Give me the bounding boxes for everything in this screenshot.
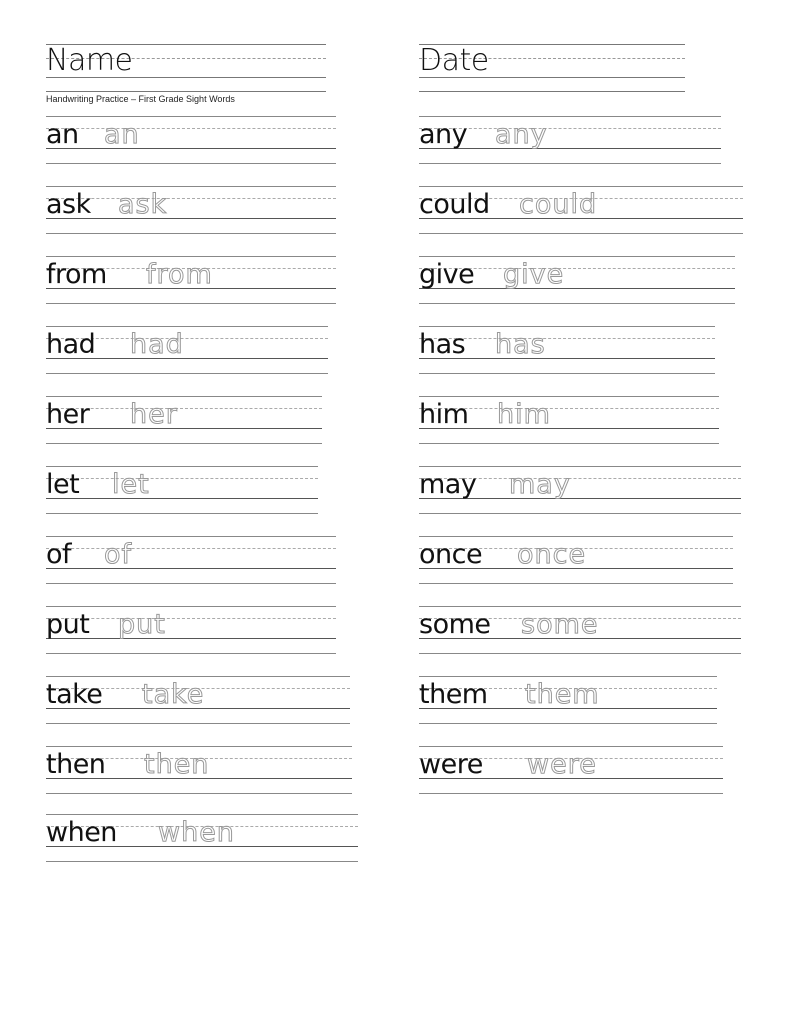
row-bottom-line [46, 793, 352, 794]
sight-word: them [419, 679, 488, 710]
trace-word: may [509, 469, 571, 500]
sight-word: let [46, 469, 80, 500]
row-bottom-line [419, 163, 721, 164]
trace-word: then [144, 749, 210, 780]
row-mid-line [46, 618, 336, 619]
row-top-line [419, 396, 719, 397]
row-bottom-line [46, 723, 350, 724]
practice-row-give[interactable] [419, 256, 735, 304]
row-top-line [419, 606, 741, 607]
row-bottom-line [46, 233, 336, 234]
sight-word: from [46, 259, 107, 290]
trace-word: give [503, 259, 565, 290]
row-top-line [419, 256, 735, 257]
sight-word: may [419, 469, 477, 500]
sight-word: were [419, 749, 483, 780]
trace-word: from [146, 259, 213, 290]
date-bottom-line [419, 91, 685, 92]
practice-row-of[interactable] [46, 536, 336, 584]
row-bottom-line [419, 583, 733, 584]
sight-word: has [419, 329, 466, 360]
name-field[interactable] [46, 44, 326, 92]
row-top-line [46, 536, 336, 537]
trace-word: them [525, 679, 600, 710]
trace-word: when [158, 817, 235, 848]
trace-word: ask [118, 189, 168, 220]
sight-word: put [46, 609, 90, 640]
row-top-line [46, 676, 350, 677]
sight-word: give [419, 259, 475, 290]
row-bottom-line [46, 583, 336, 584]
trace-word: him [497, 399, 551, 430]
row-top-line [46, 466, 318, 467]
date-label: Date [419, 43, 489, 78]
row-top-line [46, 746, 352, 747]
row-bottom-line [419, 303, 735, 304]
row-bottom-line [46, 861, 358, 862]
practice-row-has[interactable] [419, 326, 715, 374]
practice-row-from[interactable] [46, 256, 336, 304]
trace-word: take [142, 679, 205, 710]
row-top-line [46, 186, 336, 187]
sight-word: could [419, 189, 490, 220]
practice-row-him[interactable] [419, 396, 719, 444]
trace-word: any [495, 119, 548, 150]
row-bottom-line [46, 653, 336, 654]
row-base-line [46, 638, 336, 639]
row-mid-line [46, 128, 336, 129]
trace-word: had [130, 329, 184, 360]
practice-row-could[interactable] [419, 186, 743, 234]
row-mid-line [46, 548, 336, 549]
practice-row-any[interactable] [419, 116, 721, 164]
sight-word: him [419, 399, 469, 430]
sight-word: of [46, 539, 72, 570]
row-top-line [419, 326, 715, 327]
trace-word: could [519, 189, 598, 220]
sight-word: when [46, 817, 117, 848]
practice-row-let[interactable] [46, 466, 318, 514]
practice-row-were[interactable] [419, 746, 723, 794]
practice-row-put[interactable] [46, 606, 336, 654]
sight-word: her [46, 399, 90, 430]
trace-word: once [517, 539, 587, 570]
trace-word: were [527, 749, 597, 780]
row-bottom-line [46, 443, 322, 444]
trace-word: let [112, 469, 150, 500]
sight-word: ask [46, 189, 91, 220]
trace-word: of [104, 539, 133, 570]
trace-word: some [521, 609, 599, 640]
practice-row-her[interactable] [46, 396, 322, 444]
row-bottom-line [46, 513, 318, 514]
practice-row-them[interactable] [419, 676, 717, 724]
row-top-line [46, 326, 328, 327]
row-top-line [46, 256, 336, 257]
row-bottom-line [46, 303, 336, 304]
trace-word: her [130, 399, 178, 430]
row-bottom-line [419, 443, 719, 444]
sight-word: an [46, 119, 79, 150]
row-base-line [46, 498, 318, 499]
row-bottom-line [419, 513, 741, 514]
row-top-line [46, 116, 336, 117]
name-bottom-line [46, 91, 326, 92]
row-bottom-line [46, 373, 328, 374]
row-top-line [419, 116, 721, 117]
practice-row-when[interactable] [46, 814, 358, 862]
row-top-line [419, 746, 723, 747]
date-field[interactable] [419, 44, 685, 92]
row-top-line [46, 606, 336, 607]
row-base-line [46, 568, 336, 569]
row-bottom-line [419, 233, 743, 234]
row-bottom-line [419, 793, 723, 794]
worksheet-subtitle: Handwriting Practice – First Grade Sight Words [46, 94, 235, 104]
row-top-line [419, 186, 743, 187]
row-bottom-line [419, 653, 741, 654]
practice-row-may[interactable] [419, 466, 741, 514]
practice-row-once[interactable] [419, 536, 733, 584]
practice-row-ask[interactable] [46, 186, 336, 234]
practice-row-an[interactable] [46, 116, 336, 164]
trace-word: an [104, 119, 140, 150]
trace-word: put [118, 609, 166, 640]
sight-word: once [419, 539, 483, 570]
practice-row-take[interactable] [46, 676, 350, 724]
row-bottom-line [419, 723, 717, 724]
sight-word: any [419, 119, 468, 150]
row-top-line [419, 536, 733, 537]
row-top-line [419, 466, 741, 467]
practice-row-then[interactable] [46, 746, 352, 794]
row-top-line [46, 814, 358, 815]
sight-word: then [46, 749, 106, 780]
trace-word: has [495, 329, 546, 360]
row-base-line [46, 148, 336, 149]
row-bottom-line [46, 163, 336, 164]
row-top-line [46, 396, 322, 397]
practice-row-some[interactable] [419, 606, 741, 654]
sight-word: some [419, 609, 491, 640]
row-bottom-line [419, 373, 715, 374]
practice-row-had[interactable] [46, 326, 328, 374]
sight-word: had [46, 329, 96, 360]
row-mid-line [46, 478, 318, 479]
sight-word: take [46, 679, 103, 710]
name-label: Name [46, 43, 133, 78]
row-top-line [419, 676, 717, 677]
